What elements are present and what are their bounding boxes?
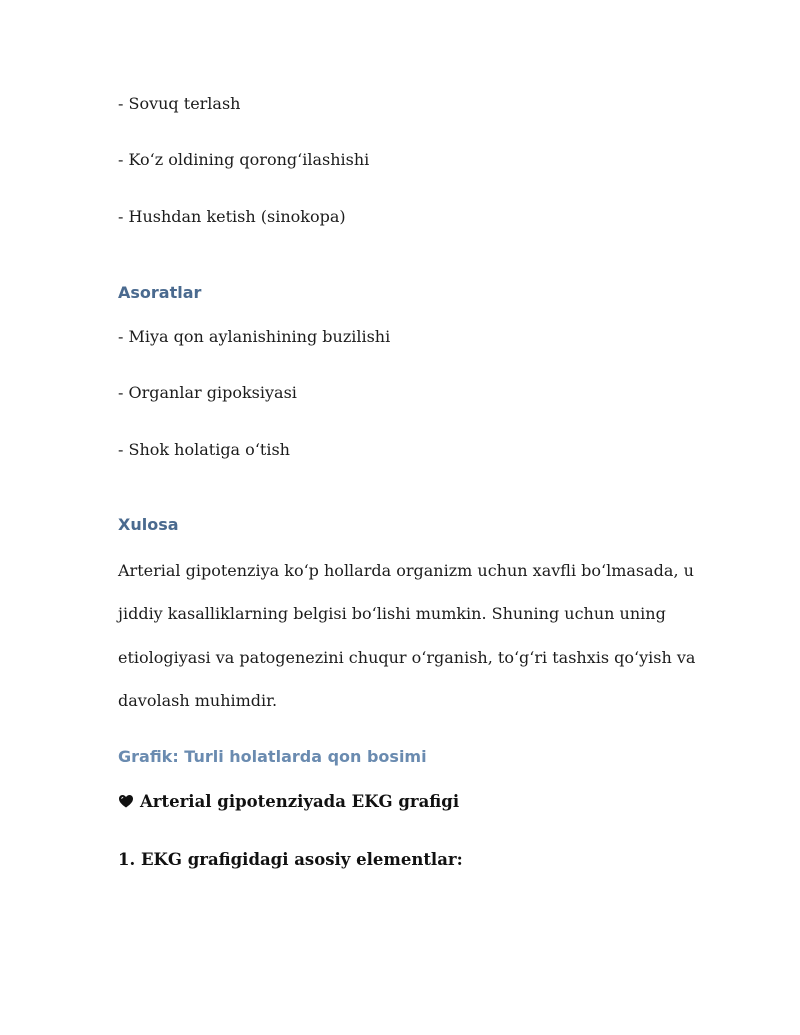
section-heading-graph: Grafik: Turli holatlarda qon bosimi bbox=[118, 747, 427, 766]
conclusion-line: jiddiy kasalliklarning belgisi bo‘lishi mumkin. Shuning uchun uning bbox=[118, 604, 666, 623]
complication-item: - Organlar gipoksiyasi bbox=[118, 383, 297, 402]
symptom-item: - Ko‘z oldining qorong‘ilashishi bbox=[118, 150, 370, 169]
ekg-title-text: Arterial gipotenziyada EKG grafigi bbox=[140, 792, 460, 811]
conclusion-line: davolash muhimdir. bbox=[118, 691, 278, 710]
conclusion-line: Arterial gipotenziya ko‘p hollarda organizm uchun xavfli bo‘lmasada, u bbox=[118, 561, 694, 580]
symptom-item: - Sovuq terlash bbox=[118, 94, 241, 113]
section-heading-conclusion: Xulosa bbox=[118, 515, 179, 534]
ekg-subheading: 1. EKG grafigidagi asosiy elementlar: bbox=[118, 850, 463, 869]
complication-item: - Shok holatiga o‘tish bbox=[118, 440, 290, 459]
heart-icon bbox=[118, 792, 134, 811]
symptom-item: - Hushdan ketish (sinokopa) bbox=[118, 207, 346, 226]
complication-item: - Miya qon aylanishining buzilishi bbox=[118, 327, 391, 346]
section-heading-complications: Asoratlar bbox=[118, 283, 202, 302]
ekg-title bbox=[118, 792, 459, 811]
conclusion-line: etiologiyasi va patogenezini chuqur o‘rganish, to‘g‘ri tashxis qo‘yish va bbox=[118, 648, 696, 667]
